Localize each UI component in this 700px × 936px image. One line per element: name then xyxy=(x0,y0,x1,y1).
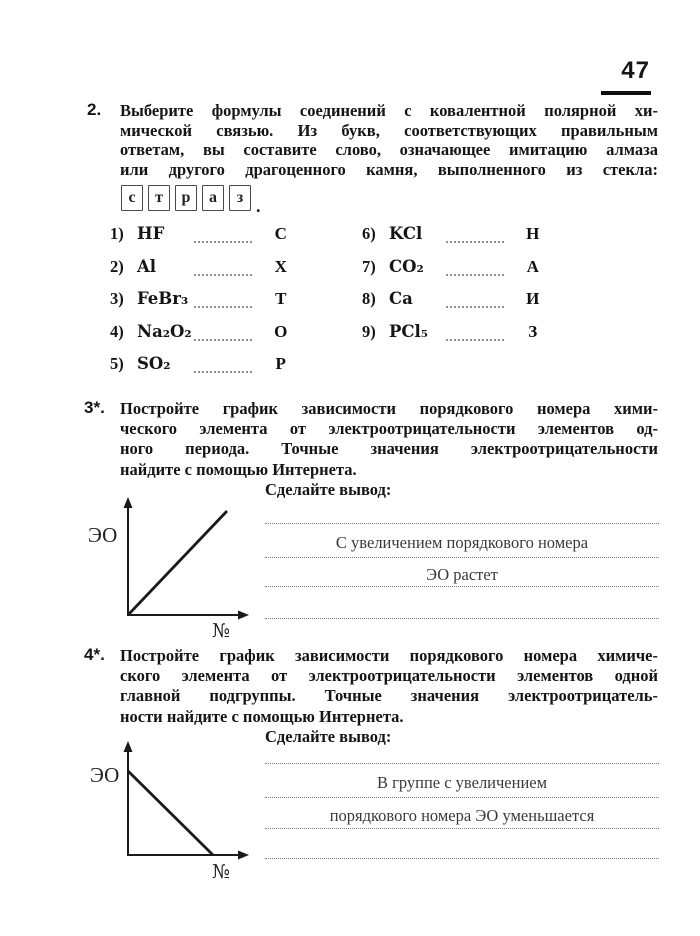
electronegativity-graph-falling xyxy=(60,740,260,890)
handwritten-answer: В группе с увеличением xyxy=(376,773,548,792)
row-number: 9) xyxy=(362,321,376,341)
compound-row xyxy=(362,224,558,257)
compound-formula: Na₂O₂ xyxy=(137,321,192,341)
exercise-2-text xyxy=(120,101,658,179)
handwritten-answer: С увеличением порядкового номера xyxy=(335,533,589,552)
handwritten-answer-letter: Н xyxy=(526,224,540,243)
compound-formula: FeBr₃ xyxy=(137,289,189,308)
exercise-3-number: 3*. xyxy=(84,398,105,417)
x-axis-arrow xyxy=(238,611,249,620)
answer-blank-dots xyxy=(194,306,252,308)
compound-formula: CO₂ xyxy=(389,256,424,276)
handwritten-answer-letter: Р xyxy=(275,354,287,373)
exercise-2-line: ответам, вы составите слово, означающее имитацию алмаза xyxy=(120,140,658,160)
trend-line-falling xyxy=(128,771,213,855)
compound-formula: Ca xyxy=(389,289,413,308)
letter-box: р xyxy=(175,185,197,211)
exercise-3-text xyxy=(120,399,658,500)
answer-word-boxes xyxy=(121,185,261,216)
conclusion-label: Сделайте вывод: xyxy=(265,479,392,499)
x-axis-arrow xyxy=(238,851,249,860)
answer-blank-dots xyxy=(446,274,504,276)
answer-blank-dots xyxy=(194,274,252,276)
letter-box: а xyxy=(202,185,224,211)
exercise-2-line: мической связью. Из букв, соответствующих правильным xyxy=(120,120,658,140)
compound-row xyxy=(362,257,558,290)
compound-row xyxy=(110,322,306,355)
compound-formula: SO₂ xyxy=(137,354,171,373)
exercise-4-number: 4*. xyxy=(84,645,105,664)
exercise-4-text xyxy=(120,646,658,747)
compound-row xyxy=(362,289,558,322)
y-axis-arrow xyxy=(124,497,133,508)
handwritten-answer-letter: З xyxy=(528,321,538,341)
handwritten-answer-letter: Х xyxy=(274,256,288,276)
answer-blank-dots xyxy=(194,339,252,341)
handwritten-answer-letter: А xyxy=(526,256,540,276)
answer-ruled-line xyxy=(265,763,659,764)
exercise-4-line: ности найдите с помощью Интернета. xyxy=(120,706,404,726)
exercise-3-line: ческого элемента от электроотрицательности элементов од- xyxy=(120,419,658,439)
x-axis-label: № xyxy=(212,861,230,883)
compound-formula: KCl xyxy=(389,224,423,243)
compound-row xyxy=(362,322,558,355)
answer-blank-dots xyxy=(446,339,504,341)
exercise-3-line: Постройте график зависимости порядкового номера хими- xyxy=(120,399,658,418)
handwritten-answer: ЭО растет xyxy=(426,565,498,584)
compound-list-left xyxy=(110,224,306,387)
x-axis-label: № xyxy=(212,620,230,642)
exercise-3-line: найдите с помощью Интернета. xyxy=(120,459,357,479)
row-number: 5) xyxy=(110,354,124,373)
y-axis-label: ЭО xyxy=(88,523,118,547)
answer-ruled-line xyxy=(265,523,659,524)
handwritten-answer-letter: И xyxy=(526,289,540,308)
handwritten-answer-letter: О xyxy=(274,321,288,341)
exercise-4-answer-area xyxy=(265,740,659,865)
answer-ruled-line xyxy=(265,858,659,859)
row-number: 3) xyxy=(110,289,124,308)
row-number: 8) xyxy=(362,289,376,308)
compound-row xyxy=(110,257,306,290)
row-number: 6) xyxy=(362,224,376,243)
letter-box: т xyxy=(148,185,170,211)
exercise-4-line: главной подгруппы. Точные значения электроотрицатель- xyxy=(120,686,658,706)
answer-blank-dots xyxy=(446,241,504,243)
page-number-rule xyxy=(601,91,651,95)
exercise-2-line: Выберите формулы соединений с ковалентной полярной хи- xyxy=(120,101,658,120)
exercise-4-line: Постройте график зависимости порядкового номера химиче- xyxy=(120,646,658,665)
answer-blank-dots xyxy=(194,371,252,373)
answer-blank-dots xyxy=(194,241,252,243)
answer-blank-dots xyxy=(446,306,504,308)
answer-ruled-line xyxy=(265,618,659,619)
row-number: 4) xyxy=(110,321,124,341)
conclusion-label: Сделайте вывод: xyxy=(265,726,392,746)
compound-formula: PCl₅ xyxy=(389,321,429,341)
exercise-3-answer-area xyxy=(265,494,659,634)
compound-row xyxy=(110,289,306,322)
row-number: 2) xyxy=(110,256,124,276)
answer-ruled-line xyxy=(265,797,659,798)
answer-ruled-line xyxy=(265,828,659,829)
exercise-2-line: или другого драгоценного камня, выполненного из стекла: xyxy=(120,159,658,179)
row-number: 1) xyxy=(110,224,124,243)
handwritten-answer-letter: Т xyxy=(275,289,287,308)
exercise-4-line: ского элемента от электроотрицательности элементов одной xyxy=(120,666,658,686)
page-number: 47 xyxy=(621,57,650,84)
handwritten-answer-letter: С xyxy=(274,224,288,243)
electronegativity-graph-rising xyxy=(60,494,260,644)
letter-box: з xyxy=(229,185,251,211)
compound-formula: Al xyxy=(137,256,157,276)
handwritten-answer: порядкового номера ЭО уменьшается xyxy=(329,806,595,825)
y-axis-label: ЭО xyxy=(90,763,120,787)
period: . xyxy=(256,196,261,216)
compound-list-right xyxy=(362,224,558,354)
trend-line-rising xyxy=(128,511,227,615)
exercise-2-number: 2. xyxy=(87,100,102,119)
compound-row xyxy=(110,354,306,387)
answer-ruled-line xyxy=(265,586,659,587)
answer-ruled-line xyxy=(265,557,659,558)
letter-box: с xyxy=(121,185,143,211)
row-number: 7) xyxy=(362,256,376,276)
compound-row xyxy=(110,224,306,257)
compound-formula: HF xyxy=(137,224,165,243)
exercise-3-line: ного периода. Точные значения электроотрицательности xyxy=(120,439,658,459)
y-axis-arrow xyxy=(124,741,133,752)
